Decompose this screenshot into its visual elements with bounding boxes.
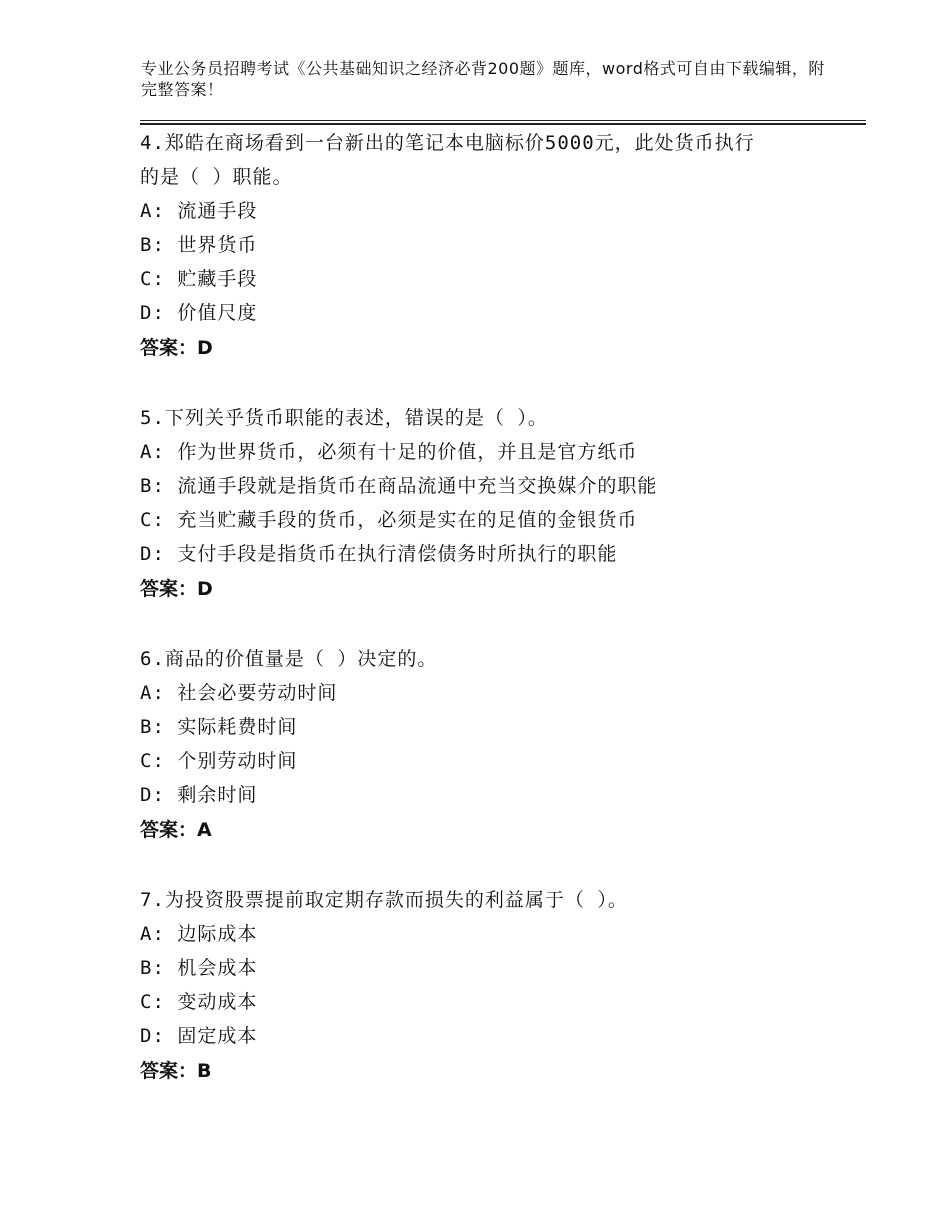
- document-header: 专业公务员招聘考试《公共基础知识之经济必背200题》题库，word格式可自由下载编辑，附完整答案！: [141, 59, 825, 99]
- option-b: B: 实际耗费时间: [140, 716, 298, 738]
- answer: 答案：D: [140, 337, 213, 359]
- option-d: D: 固定成本: [140, 1025, 258, 1047]
- option-d: D: 价值尺度: [140, 302, 258, 324]
- question-stem: 7.为投资股票提前取定期存款而损失的利益属于（ ）。: [140, 889, 628, 911]
- option-a: A: 作为世界货币，必须有十足的价值，并且是官方纸币: [140, 441, 638, 463]
- answer: 答案：A: [140, 819, 212, 841]
- question-spacer: [140, 607, 840, 642]
- option-c: C: 变动成本: [140, 991, 258, 1013]
- option-d: D: 支付手段是指货币在执行清偿债务时所执行的职能: [140, 543, 618, 565]
- answer: 答案：D: [140, 578, 213, 600]
- option-c: C: 个别劳动时间: [140, 750, 298, 772]
- question-spacer: [140, 366, 840, 401]
- option-b: B: 流通手段就是指货币在商品流通中充当交换媒介的职能: [140, 475, 658, 497]
- option-d: D: 剩余时间: [140, 784, 258, 806]
- option-a: A: 流通手段: [140, 200, 258, 222]
- header-divider: [140, 120, 866, 125]
- option-a: A: 边际成本: [140, 923, 258, 945]
- option-c: C: 贮藏手段: [140, 268, 258, 290]
- option-c: C: 充当贮藏手段的货币，必须是实在的足值的金银货币: [140, 509, 638, 531]
- option-b: B: 机会成本: [140, 957, 258, 979]
- option-b: B: 世界货币: [140, 234, 258, 256]
- question-5: [140, 401, 840, 607]
- option-a: A: 社会必要劳动时间: [140, 682, 338, 704]
- question-stem-continued: 的是（ ）职能。: [140, 166, 293, 188]
- question-6: [140, 642, 840, 848]
- question-stem: 5.下列关乎货币职能的表述，错误的是（ ）。: [140, 407, 548, 429]
- question-4: [140, 126, 840, 366]
- answer: 答案：B: [140, 1060, 212, 1082]
- question-stem: 4.郑皓在商场看到一台新出的笔记本电脑标价5000元，此处货币执行: [140, 132, 755, 154]
- question-list: [140, 126, 840, 1089]
- question-spacer: [140, 848, 840, 883]
- question-stem: 6.商品的价值量是（ ）决定的。: [140, 648, 438, 670]
- question-7: [140, 883, 840, 1089]
